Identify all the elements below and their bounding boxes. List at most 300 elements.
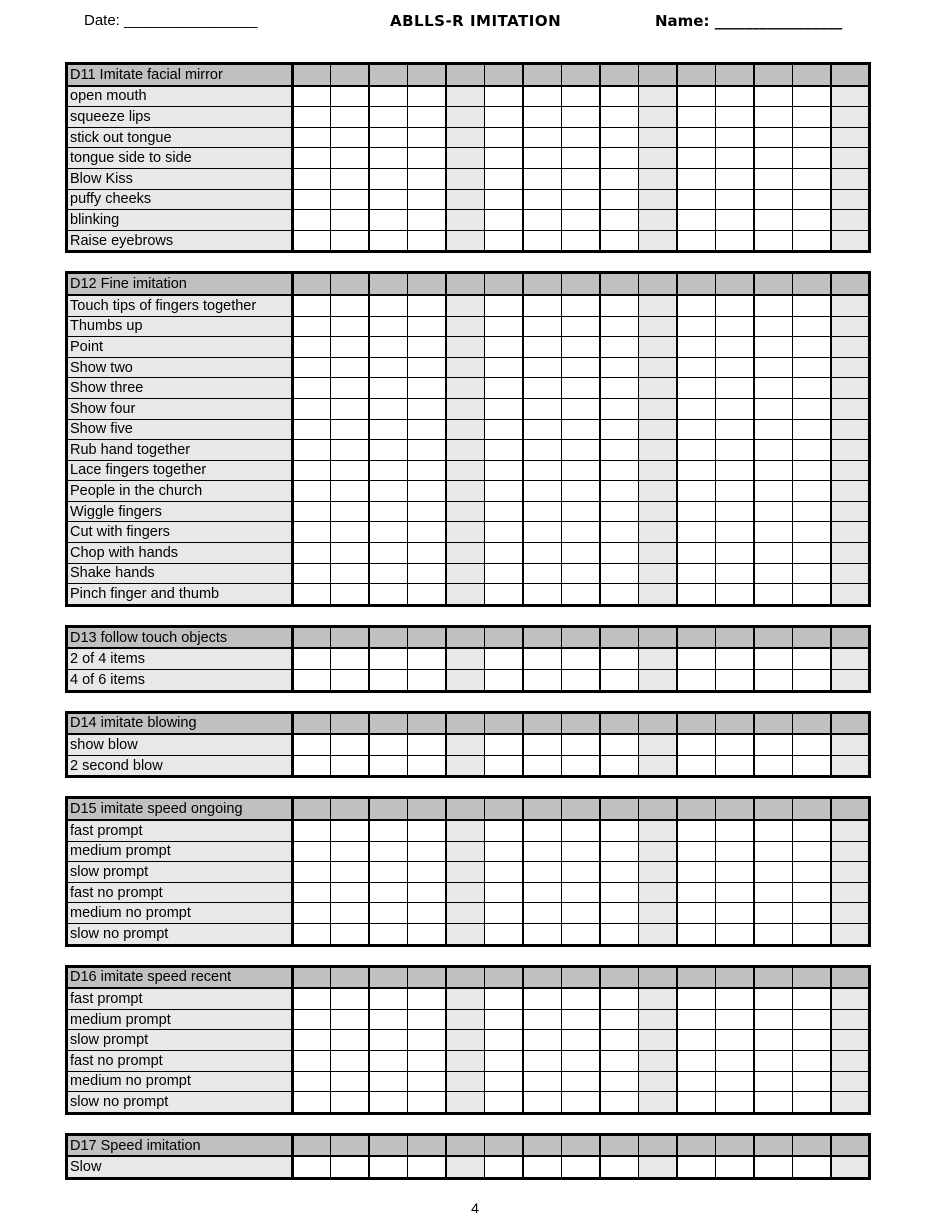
tally-cell[interactable] [293, 1009, 331, 1030]
tally-cell[interactable] [523, 316, 561, 337]
tally-cell[interactable] [715, 862, 753, 883]
tally-cell[interactable] [639, 168, 677, 189]
tally-cell[interactable] [331, 398, 369, 419]
tally-cell[interactable] [600, 398, 638, 419]
tally-cell[interactable] [831, 148, 870, 169]
tally-cell[interactable] [754, 670, 792, 692]
tally-cell[interactable] [369, 841, 407, 862]
tally-cell[interactable] [600, 189, 638, 210]
tally-cell[interactable] [369, 501, 407, 522]
tally-cell[interactable] [523, 481, 561, 502]
tally-cell[interactable] [369, 734, 407, 755]
tally-cell[interactable] [754, 1071, 792, 1092]
tally-cell[interactable] [677, 820, 715, 841]
tally-cell[interactable] [446, 1009, 484, 1030]
tally-cell[interactable] [331, 755, 369, 777]
tally-cell[interactable] [408, 419, 446, 440]
tally-cell[interactable] [600, 923, 638, 945]
tally-cell[interactable] [831, 1071, 870, 1092]
tally-cell[interactable] [754, 1156, 792, 1178]
tally-cell[interactable] [523, 378, 561, 399]
tally-cell[interactable] [715, 210, 753, 231]
tally-cell[interactable] [293, 337, 331, 358]
tally-cell[interactable] [754, 522, 792, 543]
tally-cell[interactable] [293, 522, 331, 543]
tally-cell[interactable] [600, 1009, 638, 1030]
tally-cell[interactable] [485, 903, 523, 924]
tally-cell[interactable] [754, 337, 792, 358]
tally-cell[interactable] [715, 1092, 753, 1114]
tally-cell[interactable] [639, 419, 677, 440]
tally-cell[interactable] [562, 398, 600, 419]
tally-cell[interactable] [677, 923, 715, 945]
tally-cell[interactable] [485, 230, 523, 252]
tally-cell[interactable] [562, 648, 600, 669]
tally-cell[interactable] [792, 522, 830, 543]
tally-cell[interactable] [331, 460, 369, 481]
tally-cell[interactable] [562, 820, 600, 841]
tally-cell[interactable] [446, 1030, 484, 1051]
tally-cell[interactable] [293, 882, 331, 903]
tally-cell[interactable] [331, 440, 369, 461]
tally-cell[interactable] [523, 584, 561, 606]
tally-cell[interactable] [715, 543, 753, 564]
tally-cell[interactable] [639, 903, 677, 924]
tally-cell[interactable] [792, 1009, 830, 1030]
tally-cell[interactable] [600, 882, 638, 903]
tally-cell[interactable] [293, 501, 331, 522]
tally-cell[interactable] [600, 1050, 638, 1071]
tally-cell[interactable] [831, 734, 870, 755]
tally-cell[interactable] [523, 357, 561, 378]
tally-cell[interactable] [754, 734, 792, 755]
tally-cell[interactable] [831, 337, 870, 358]
tally-cell[interactable] [523, 988, 561, 1009]
tally-cell[interactable] [523, 127, 561, 148]
tally-cell[interactable] [715, 460, 753, 481]
tally-cell[interactable] [446, 168, 484, 189]
tally-cell[interactable] [485, 460, 523, 481]
tally-cell[interactable] [331, 882, 369, 903]
tally-cell[interactable] [331, 563, 369, 584]
tally-cell[interactable] [831, 584, 870, 606]
tally-cell[interactable] [523, 755, 561, 777]
tally-cell[interactable] [562, 210, 600, 231]
tally-cell[interactable] [446, 923, 484, 945]
tally-cell[interactable] [831, 419, 870, 440]
tally-cell[interactable] [562, 440, 600, 461]
tally-cell[interactable] [677, 337, 715, 358]
tally-cell[interactable] [331, 168, 369, 189]
tally-cell[interactable] [831, 1030, 870, 1051]
tally-cell[interactable] [831, 501, 870, 522]
tally-cell[interactable] [715, 670, 753, 692]
tally-cell[interactable] [562, 148, 600, 169]
tally-cell[interactable] [715, 357, 753, 378]
tally-cell[interactable] [293, 820, 331, 841]
tally-cell[interactable] [369, 127, 407, 148]
tally-cell[interactable] [792, 316, 830, 337]
tally-cell[interactable] [754, 316, 792, 337]
tally-cell[interactable] [600, 148, 638, 169]
tally-cell[interactable] [485, 148, 523, 169]
tally-cell[interactable] [792, 841, 830, 862]
tally-cell[interactable] [639, 820, 677, 841]
tally-cell[interactable] [715, 755, 753, 777]
tally-cell[interactable] [369, 398, 407, 419]
tally-cell[interactable] [792, 501, 830, 522]
tally-cell[interactable] [331, 501, 369, 522]
tally-cell[interactable] [600, 337, 638, 358]
tally-cell[interactable] [754, 501, 792, 522]
tally-cell[interactable] [831, 1009, 870, 1030]
tally-cell[interactable] [446, 419, 484, 440]
tally-cell[interactable] [408, 316, 446, 337]
tally-cell[interactable] [715, 189, 753, 210]
tally-cell[interactable] [485, 295, 523, 316]
tally-cell[interactable] [446, 841, 484, 862]
tally-cell[interactable] [831, 107, 870, 128]
tally-cell[interactable] [485, 440, 523, 461]
tally-cell[interactable] [792, 230, 830, 252]
tally-cell[interactable] [562, 189, 600, 210]
tally-cell[interactable] [331, 107, 369, 128]
tally-cell[interactable] [369, 1030, 407, 1051]
tally-cell[interactable] [293, 734, 331, 755]
tally-cell[interactable] [639, 670, 677, 692]
tally-cell[interactable] [754, 563, 792, 584]
tally-cell[interactable] [562, 882, 600, 903]
tally-cell[interactable] [831, 210, 870, 231]
tally-cell[interactable] [677, 189, 715, 210]
tally-cell[interactable] [293, 460, 331, 481]
tally-cell[interactable] [639, 337, 677, 358]
tally-cell[interactable] [831, 670, 870, 692]
tally-cell[interactable] [639, 398, 677, 419]
tally-cell[interactable] [293, 1071, 331, 1092]
tally-cell[interactable] [754, 584, 792, 606]
tally-cell[interactable] [408, 820, 446, 841]
tally-cell[interactable] [369, 378, 407, 399]
tally-cell[interactable] [715, 440, 753, 461]
tally-cell[interactable] [754, 168, 792, 189]
tally-cell[interactable] [639, 295, 677, 316]
tally-cell[interactable] [293, 398, 331, 419]
tally-cell[interactable] [485, 755, 523, 777]
tally-cell[interactable] [331, 820, 369, 841]
tally-cell[interactable] [485, 923, 523, 945]
tally-cell[interactable] [792, 882, 830, 903]
tally-cell[interactable] [715, 295, 753, 316]
tally-cell[interactable] [523, 862, 561, 883]
tally-cell[interactable] [831, 923, 870, 945]
tally-cell[interactable] [523, 1030, 561, 1051]
tally-cell[interactable] [562, 337, 600, 358]
tally-cell[interactable] [600, 734, 638, 755]
tally-cell[interactable] [639, 230, 677, 252]
tally-cell[interactable] [485, 481, 523, 502]
tally-cell[interactable] [677, 522, 715, 543]
tally-cell[interactable] [754, 398, 792, 419]
tally-cell[interactable] [446, 988, 484, 1009]
tally-cell[interactable] [369, 210, 407, 231]
tally-cell[interactable] [639, 862, 677, 883]
tally-cell[interactable] [600, 460, 638, 481]
tally-cell[interactable] [485, 398, 523, 419]
tally-cell[interactable] [485, 522, 523, 543]
tally-cell[interactable] [600, 316, 638, 337]
tally-cell[interactable] [677, 755, 715, 777]
tally-cell[interactable] [369, 923, 407, 945]
tally-cell[interactable] [639, 501, 677, 522]
tally-cell[interactable] [792, 670, 830, 692]
tally-cell[interactable] [369, 419, 407, 440]
tally-cell[interactable] [715, 481, 753, 502]
tally-cell[interactable] [369, 230, 407, 252]
tally-cell[interactable] [677, 398, 715, 419]
tally-cell[interactable] [754, 357, 792, 378]
tally-cell[interactable] [523, 1092, 561, 1114]
tally-cell[interactable] [523, 734, 561, 755]
tally-cell[interactable] [523, 903, 561, 924]
tally-cell[interactable] [523, 168, 561, 189]
tally-cell[interactable] [485, 820, 523, 841]
tally-cell[interactable] [792, 481, 830, 502]
tally-cell[interactable] [754, 543, 792, 564]
tally-cell[interactable] [600, 903, 638, 924]
tally-cell[interactable] [754, 1092, 792, 1114]
date-field[interactable]: Date: ________________ [84, 12, 258, 29]
tally-cell[interactable] [408, 127, 446, 148]
tally-cell[interactable] [600, 1156, 638, 1178]
tally-cell[interactable] [715, 1156, 753, 1178]
tally-cell[interactable] [562, 862, 600, 883]
tally-cell[interactable] [446, 903, 484, 924]
tally-cell[interactable] [754, 460, 792, 481]
tally-cell[interactable] [408, 734, 446, 755]
tally-cell[interactable] [792, 923, 830, 945]
tally-cell[interactable] [754, 841, 792, 862]
tally-cell[interactable] [293, 168, 331, 189]
tally-cell[interactable] [677, 670, 715, 692]
tally-cell[interactable] [523, 1050, 561, 1071]
tally-cell[interactable] [446, 648, 484, 669]
tally-cell[interactable] [331, 988, 369, 1009]
tally-cell[interactable] [792, 460, 830, 481]
tally-cell[interactable] [523, 337, 561, 358]
tally-cell[interactable] [715, 882, 753, 903]
tally-cell[interactable] [523, 189, 561, 210]
tally-cell[interactable] [485, 648, 523, 669]
tally-cell[interactable] [562, 522, 600, 543]
tally-cell[interactable] [639, 563, 677, 584]
tally-cell[interactable] [331, 862, 369, 883]
tally-cell[interactable] [293, 988, 331, 1009]
tally-cell[interactable] [331, 522, 369, 543]
tally-cell[interactable] [293, 903, 331, 924]
tally-cell[interactable] [331, 923, 369, 945]
tally-cell[interactable] [715, 648, 753, 669]
tally-cell[interactable] [523, 230, 561, 252]
tally-cell[interactable] [369, 295, 407, 316]
tally-cell[interactable] [562, 127, 600, 148]
tally-cell[interactable] [831, 543, 870, 564]
tally-cell[interactable] [639, 648, 677, 669]
tally-cell[interactable] [408, 398, 446, 419]
tally-cell[interactable] [792, 440, 830, 461]
tally-cell[interactable] [562, 86, 600, 107]
tally-cell[interactable] [600, 1092, 638, 1114]
tally-cell[interactable] [677, 1009, 715, 1030]
tally-cell[interactable] [369, 107, 407, 128]
tally-cell[interactable] [408, 295, 446, 316]
tally-cell[interactable] [562, 670, 600, 692]
tally-cell[interactable] [715, 820, 753, 841]
tally-cell[interactable] [408, 460, 446, 481]
tally-cell[interactable] [331, 1030, 369, 1051]
tally-cell[interactable] [446, 563, 484, 584]
tally-cell[interactable] [446, 337, 484, 358]
tally-cell[interactable] [369, 1156, 407, 1178]
tally-cell[interactable] [715, 398, 753, 419]
tally-cell[interactable] [485, 543, 523, 564]
tally-cell[interactable] [369, 460, 407, 481]
tally-cell[interactable] [831, 398, 870, 419]
tally-cell[interactable] [485, 210, 523, 231]
tally-cell[interactable] [600, 440, 638, 461]
tally-cell[interactable] [639, 1156, 677, 1178]
tally-cell[interactable] [485, 337, 523, 358]
tally-cell[interactable] [446, 357, 484, 378]
tally-cell[interactable] [408, 148, 446, 169]
tally-cell[interactable] [831, 820, 870, 841]
tally-cell[interactable] [715, 230, 753, 252]
tally-cell[interactable] [562, 357, 600, 378]
tally-cell[interactable] [408, 882, 446, 903]
tally-cell[interactable] [523, 148, 561, 169]
tally-cell[interactable] [600, 210, 638, 231]
tally-cell[interactable] [792, 337, 830, 358]
tally-cell[interactable] [485, 127, 523, 148]
tally-cell[interactable] [677, 903, 715, 924]
tally-cell[interactable] [446, 460, 484, 481]
tally-cell[interactable] [331, 316, 369, 337]
tally-cell[interactable] [677, 584, 715, 606]
tally-cell[interactable] [485, 107, 523, 128]
tally-cell[interactable] [677, 1092, 715, 1114]
tally-cell[interactable] [446, 1050, 484, 1071]
tally-cell[interactable] [754, 419, 792, 440]
tally-cell[interactable] [408, 1071, 446, 1092]
tally-cell[interactable] [639, 357, 677, 378]
tally-cell[interactable] [446, 398, 484, 419]
tally-cell[interactable] [639, 189, 677, 210]
tally-cell[interactable] [677, 86, 715, 107]
tally-cell[interactable] [677, 210, 715, 231]
tally-cell[interactable] [792, 820, 830, 841]
tally-cell[interactable] [446, 148, 484, 169]
tally-cell[interactable] [792, 86, 830, 107]
tally-cell[interactable] [831, 189, 870, 210]
tally-cell[interactable] [754, 481, 792, 502]
tally-cell[interactable] [523, 295, 561, 316]
tally-cell[interactable] [600, 127, 638, 148]
tally-cell[interactable] [831, 295, 870, 316]
tally-cell[interactable] [408, 1092, 446, 1114]
tally-cell[interactable] [331, 543, 369, 564]
tally-cell[interactable] [677, 862, 715, 883]
tally-cell[interactable] [792, 398, 830, 419]
tally-cell[interactable] [600, 841, 638, 862]
tally-cell[interactable] [715, 86, 753, 107]
tally-cell[interactable] [446, 1092, 484, 1114]
tally-cell[interactable] [369, 316, 407, 337]
tally-cell[interactable] [600, 670, 638, 692]
tally-cell[interactable] [562, 923, 600, 945]
tally-cell[interactable] [523, 1156, 561, 1178]
tally-cell[interactable] [331, 481, 369, 502]
tally-cell[interactable] [677, 563, 715, 584]
tally-cell[interactable] [600, 522, 638, 543]
tally-cell[interactable] [408, 189, 446, 210]
tally-cell[interactable] [831, 563, 870, 584]
tally-cell[interactable] [293, 419, 331, 440]
tally-cell[interactable] [677, 168, 715, 189]
tally-cell[interactable] [331, 127, 369, 148]
tally-cell[interactable] [331, 210, 369, 231]
tally-cell[interactable] [485, 357, 523, 378]
tally-cell[interactable] [792, 295, 830, 316]
tally-cell[interactable] [639, 460, 677, 481]
tally-cell[interactable] [562, 1092, 600, 1114]
tally-cell[interactable] [485, 1071, 523, 1092]
tally-cell[interactable] [369, 189, 407, 210]
tally-cell[interactable] [677, 648, 715, 669]
tally-cell[interactable] [562, 1071, 600, 1092]
tally-cell[interactable] [600, 543, 638, 564]
tally-cell[interactable] [792, 1156, 830, 1178]
tally-cell[interactable] [408, 440, 446, 461]
tally-cell[interactable] [677, 841, 715, 862]
tally-cell[interactable] [408, 337, 446, 358]
tally-cell[interactable] [677, 501, 715, 522]
tally-cell[interactable] [831, 841, 870, 862]
tally-cell[interactable] [369, 543, 407, 564]
tally-cell[interactable] [600, 357, 638, 378]
tally-cell[interactable] [754, 820, 792, 841]
tally-cell[interactable] [677, 295, 715, 316]
tally-cell[interactable] [446, 755, 484, 777]
tally-cell[interactable] [677, 357, 715, 378]
tally-cell[interactable] [369, 148, 407, 169]
tally-cell[interactable] [331, 337, 369, 358]
tally-cell[interactable] [331, 378, 369, 399]
tally-cell[interactable] [792, 168, 830, 189]
tally-cell[interactable] [562, 107, 600, 128]
tally-cell[interactable] [639, 1071, 677, 1092]
tally-cell[interactable] [715, 127, 753, 148]
tally-cell[interactable] [408, 1030, 446, 1051]
tally-cell[interactable] [369, 168, 407, 189]
tally-cell[interactable] [677, 1071, 715, 1092]
tally-cell[interactable] [754, 1030, 792, 1051]
tally-cell[interactable] [408, 648, 446, 669]
tally-cell[interactable] [562, 460, 600, 481]
tally-cell[interactable] [715, 1050, 753, 1071]
tally-cell[interactable] [293, 862, 331, 883]
tally-cell[interactable] [331, 357, 369, 378]
tally-cell[interactable] [562, 1156, 600, 1178]
